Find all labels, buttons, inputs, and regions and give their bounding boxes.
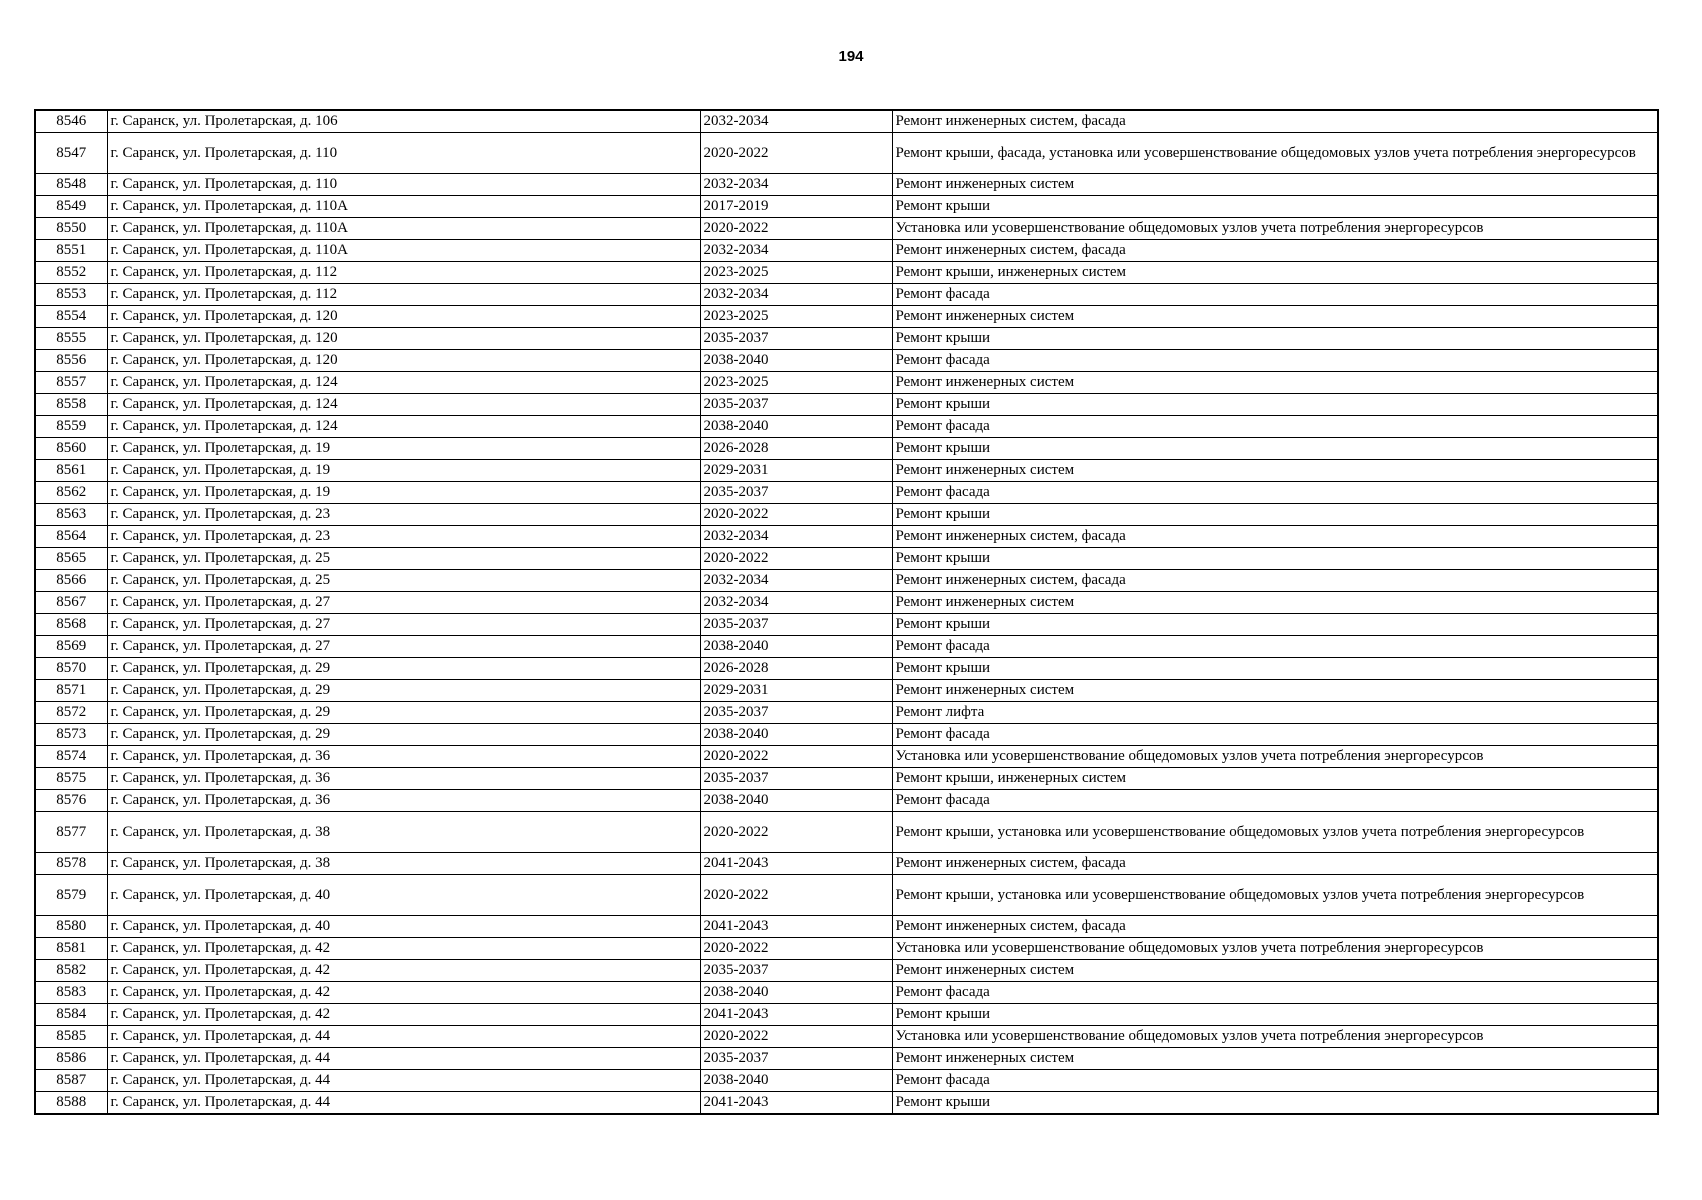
work-type-cell: Установка или усовершенствование общедомовых узлов учета потребления энергоресурсов	[892, 746, 1658, 768]
period-cell: 2035-2037	[700, 768, 892, 790]
address-cell: г. Саранск, ул. Пролетарская, д. 110А	[107, 196, 700, 218]
period-cell: 2020-2022	[700, 1026, 892, 1048]
table-row	[35, 768, 1658, 790]
row-number-cell: 8551	[35, 240, 107, 262]
row-number-cell: 8567	[35, 592, 107, 614]
address-cell: г. Саранск, ул. Пролетарская, д. 36	[107, 746, 700, 768]
table-row	[35, 614, 1658, 636]
work-type-cell: Ремонт крыши	[892, 614, 1658, 636]
table-row	[35, 350, 1658, 372]
work-type-cell: Ремонт инженерных систем, фасада	[892, 916, 1658, 938]
table-row	[35, 504, 1658, 526]
address-cell: г. Саранск, ул. Пролетарская, д. 29	[107, 724, 700, 746]
work-type-cell: Ремонт инженерных систем	[892, 306, 1658, 328]
row-number-cell: 8586	[35, 1048, 107, 1070]
row-number-cell: 8580	[35, 916, 107, 938]
table-row	[35, 218, 1658, 240]
row-number-cell: 8574	[35, 746, 107, 768]
row-number-cell: 8549	[35, 196, 107, 218]
period-cell: 2035-2037	[700, 702, 892, 724]
address-cell: г. Саранск, ул. Пролетарская, д. 44	[107, 1026, 700, 1048]
work-type-cell: Ремонт крыши, фасада, установка или усовершенствование общедомовых узлов учета потребления энергоресурсов	[892, 133, 1658, 174]
address-cell: г. Саранск, ул. Пролетарская, д. 25	[107, 548, 700, 570]
address-cell: г. Саранск, ул. Пролетарская, д. 44	[107, 1092, 700, 1115]
row-number-cell: 8559	[35, 416, 107, 438]
table-row	[35, 1026, 1658, 1048]
table-row	[35, 1048, 1658, 1070]
table-row	[35, 724, 1658, 746]
row-number-cell: 8555	[35, 328, 107, 350]
address-cell: г. Саранск, ул. Пролетарская, д. 42	[107, 960, 700, 982]
address-cell: г. Саранск, ул. Пролетарская, д. 40	[107, 916, 700, 938]
work-type-cell: Установка или усовершенствование общедомовых узлов учета потребления энергоресурсов	[892, 218, 1658, 240]
table-row	[35, 570, 1658, 592]
table-row	[35, 853, 1658, 875]
period-cell: 2032-2034	[700, 592, 892, 614]
row-number-cell: 8578	[35, 853, 107, 875]
row-number-cell: 8547	[35, 133, 107, 174]
work-type-cell: Ремонт инженерных систем	[892, 680, 1658, 702]
page-number: 194	[838, 48, 864, 65]
work-type-cell: Ремонт фасада	[892, 350, 1658, 372]
table-row	[35, 1092, 1658, 1115]
work-type-cell: Ремонт крыши	[892, 1092, 1658, 1115]
address-cell: г. Саранск, ул. Пролетарская, д. 29	[107, 680, 700, 702]
address-cell: г. Саранск, ул. Пролетарская, д. 42	[107, 938, 700, 960]
work-type-cell: Ремонт лифта	[892, 702, 1658, 724]
row-number-cell: 8585	[35, 1026, 107, 1048]
work-type-cell: Ремонт фасада	[892, 284, 1658, 306]
period-cell: 2017-2019	[700, 196, 892, 218]
table-row	[35, 284, 1658, 306]
row-number-cell: 8572	[35, 702, 107, 724]
work-type-cell: Ремонт инженерных систем, фасада	[892, 110, 1658, 133]
row-number-cell: 8568	[35, 614, 107, 636]
period-cell: 2038-2040	[700, 790, 892, 812]
row-number-cell: 8566	[35, 570, 107, 592]
table-row	[35, 196, 1658, 218]
address-cell: г. Саранск, ул. Пролетарская, д. 19	[107, 482, 700, 504]
row-number-cell: 8575	[35, 768, 107, 790]
period-cell: 2029-2031	[700, 680, 892, 702]
address-cell: г. Саранск, ул. Пролетарская, д. 112	[107, 284, 700, 306]
address-cell: г. Саранск, ул. Пролетарская, д. 110	[107, 133, 700, 174]
address-cell: г. Саранск, ул. Пролетарская, д. 38	[107, 853, 700, 875]
table-row	[35, 680, 1658, 702]
row-number-cell: 8554	[35, 306, 107, 328]
table-row	[35, 306, 1658, 328]
period-cell: 2035-2037	[700, 394, 892, 416]
work-type-cell: Ремонт крыши	[892, 438, 1658, 460]
row-number-cell: 8557	[35, 372, 107, 394]
table-row	[35, 548, 1658, 570]
work-type-cell: Ремонт крыши	[892, 1004, 1658, 1026]
table-row	[35, 592, 1658, 614]
table-row	[35, 372, 1658, 394]
table-row	[35, 702, 1658, 724]
work-type-cell: Ремонт фасада	[892, 790, 1658, 812]
period-cell: 2020-2022	[700, 875, 892, 916]
address-cell: г. Саранск, ул. Пролетарская, д. 38	[107, 812, 700, 853]
work-type-cell: Ремонт инженерных систем, фасада	[892, 853, 1658, 875]
row-number-cell: 8552	[35, 262, 107, 284]
row-number-cell: 8584	[35, 1004, 107, 1026]
table-row	[35, 526, 1658, 548]
period-cell: 2032-2034	[700, 526, 892, 548]
repair-schedule-table	[34, 109, 1659, 1115]
period-cell: 2020-2022	[700, 812, 892, 853]
period-cell: 2038-2040	[700, 724, 892, 746]
period-cell: 2035-2037	[700, 482, 892, 504]
work-type-cell: Ремонт фасада	[892, 982, 1658, 1004]
work-type-cell: Ремонт инженерных систем	[892, 174, 1658, 196]
work-type-cell: Ремонт крыши, установка или усовершенствование общедомовых узлов учета потребления энергоресурсов	[892, 875, 1658, 916]
row-number-cell: 8569	[35, 636, 107, 658]
work-type-cell: Ремонт инженерных систем	[892, 1048, 1658, 1070]
address-cell: г. Саранск, ул. Пролетарская, д. 29	[107, 702, 700, 724]
table-row	[35, 438, 1658, 460]
address-cell: г. Саранск, ул. Пролетарская, д. 36	[107, 790, 700, 812]
row-number-cell: 8583	[35, 982, 107, 1004]
work-type-cell: Ремонт крыши	[892, 658, 1658, 680]
table-row	[35, 790, 1658, 812]
work-type-cell: Ремонт крыши	[892, 504, 1658, 526]
address-cell: г. Саранск, ул. Пролетарская, д. 25	[107, 570, 700, 592]
table-row	[35, 938, 1658, 960]
period-cell: 2038-2040	[700, 350, 892, 372]
period-cell: 2041-2043	[700, 916, 892, 938]
address-cell: г. Саранск, ул. Пролетарская, д. 23	[107, 526, 700, 548]
period-cell: 2041-2043	[700, 1092, 892, 1115]
row-number-cell: 8579	[35, 875, 107, 916]
row-number-cell: 8588	[35, 1092, 107, 1115]
work-type-cell: Ремонт крыши	[892, 394, 1658, 416]
table-body	[35, 110, 1658, 1114]
address-cell: г. Саранск, ул. Пролетарская, д. 19	[107, 438, 700, 460]
address-cell: г. Саранск, ул. Пролетарская, д. 110А	[107, 240, 700, 262]
address-cell: г. Саранск, ул. Пролетарская, д. 42	[107, 982, 700, 1004]
table-row	[35, 746, 1658, 768]
period-cell: 2023-2025	[700, 306, 892, 328]
row-number-cell: 8577	[35, 812, 107, 853]
period-cell: 2041-2043	[700, 1004, 892, 1026]
address-cell: г. Саранск, ул. Пролетарская, д. 110	[107, 174, 700, 196]
row-number-cell: 8570	[35, 658, 107, 680]
work-type-cell: Ремонт фасада	[892, 416, 1658, 438]
work-type-cell: Ремонт инженерных систем	[892, 592, 1658, 614]
period-cell: 2020-2022	[700, 938, 892, 960]
table-row	[35, 240, 1658, 262]
period-cell: 2035-2037	[700, 960, 892, 982]
address-cell: г. Саранск, ул. Пролетарская, д. 42	[107, 1004, 700, 1026]
address-cell: г. Саранск, ул. Пролетарская, д. 120	[107, 306, 700, 328]
row-number-cell: 8564	[35, 526, 107, 548]
address-cell: г. Саранск, ул. Пролетарская, д. 36	[107, 768, 700, 790]
row-number-cell: 8562	[35, 482, 107, 504]
row-number-cell: 8573	[35, 724, 107, 746]
work-type-cell: Ремонт крыши	[892, 548, 1658, 570]
table-row	[35, 262, 1658, 284]
table-row	[35, 960, 1658, 982]
address-cell: г. Саранск, ул. Пролетарская, д. 120	[107, 350, 700, 372]
row-number-cell: 8582	[35, 960, 107, 982]
address-cell: г. Саранск, ул. Пролетарская, д. 27	[107, 636, 700, 658]
table-row	[35, 875, 1658, 916]
work-type-cell: Ремонт фасада	[892, 1070, 1658, 1092]
work-type-cell: Установка или усовершенствование общедомовых узлов учета потребления энергоресурсов	[892, 1026, 1658, 1048]
row-number-cell: 8561	[35, 460, 107, 482]
period-cell: 2023-2025	[700, 372, 892, 394]
address-cell: г. Саранск, ул. Пролетарская, д. 124	[107, 372, 700, 394]
row-number-cell: 8553	[35, 284, 107, 306]
row-number-cell: 8581	[35, 938, 107, 960]
period-cell: 2020-2022	[700, 133, 892, 174]
address-cell: г. Саранск, ул. Пролетарская, д. 27	[107, 592, 700, 614]
period-cell: 2032-2034	[700, 240, 892, 262]
period-cell: 2020-2022	[700, 548, 892, 570]
table-row	[35, 110, 1658, 133]
work-type-cell: Ремонт инженерных систем	[892, 960, 1658, 982]
period-cell: 2035-2037	[700, 328, 892, 350]
address-cell: г. Саранск, ул. Пролетарская, д. 23	[107, 504, 700, 526]
row-number-cell: 8548	[35, 174, 107, 196]
table-row	[35, 982, 1658, 1004]
period-cell: 2029-2031	[700, 460, 892, 482]
period-cell: 2032-2034	[700, 570, 892, 592]
address-cell: г. Саранск, ул. Пролетарская, д. 19	[107, 460, 700, 482]
period-cell: 2023-2025	[700, 262, 892, 284]
table-row	[35, 812, 1658, 853]
work-type-cell: Ремонт инженерных систем, фасада	[892, 240, 1658, 262]
period-cell: 2020-2022	[700, 218, 892, 240]
period-cell: 2032-2034	[700, 110, 892, 133]
row-number-cell: 8560	[35, 438, 107, 460]
period-cell: 2035-2037	[700, 614, 892, 636]
address-cell: г. Саранск, ул. Пролетарская, д. 112	[107, 262, 700, 284]
period-cell: 2032-2034	[700, 284, 892, 306]
row-number-cell: 8587	[35, 1070, 107, 1092]
table-row	[35, 482, 1658, 504]
address-cell: г. Саранск, ул. Пролетарская, д. 40	[107, 875, 700, 916]
row-number-cell: 8571	[35, 680, 107, 702]
period-cell: 2026-2028	[700, 658, 892, 680]
period-cell: 2032-2034	[700, 174, 892, 196]
row-number-cell: 8556	[35, 350, 107, 372]
address-cell: г. Саранск, ул. Пролетарская, д. 110А	[107, 218, 700, 240]
table-row	[35, 460, 1658, 482]
period-cell: 2038-2040	[700, 1070, 892, 1092]
period-cell: 2038-2040	[700, 982, 892, 1004]
address-cell: г. Саранск, ул. Пролетарская, д. 106	[107, 110, 700, 133]
row-number-cell: 8550	[35, 218, 107, 240]
work-type-cell: Ремонт инженерных систем	[892, 460, 1658, 482]
work-type-cell: Ремонт инженерных систем, фасада	[892, 526, 1658, 548]
address-cell: г. Саранск, ул. Пролетарская, д. 124	[107, 394, 700, 416]
period-cell: 2020-2022	[700, 504, 892, 526]
period-cell: 2020-2022	[700, 746, 892, 768]
table-row	[35, 394, 1658, 416]
period-cell: 2035-2037	[700, 1048, 892, 1070]
period-cell: 2038-2040	[700, 416, 892, 438]
table-row	[35, 1004, 1658, 1026]
table-row	[35, 174, 1658, 196]
row-number-cell: 8565	[35, 548, 107, 570]
work-type-cell: Ремонт крыши	[892, 196, 1658, 218]
table-row	[35, 416, 1658, 438]
period-cell: 2026-2028	[700, 438, 892, 460]
address-cell: г. Саранск, ул. Пролетарская, д. 120	[107, 328, 700, 350]
address-cell: г. Саранск, ул. Пролетарская, д. 124	[107, 416, 700, 438]
address-cell: г. Саранск, ул. Пролетарская, д. 44	[107, 1070, 700, 1092]
work-type-cell: Установка или усовершенствование общедомовых узлов учета потребления энергоресурсов	[892, 938, 1658, 960]
table-row	[35, 658, 1658, 680]
table-row	[35, 328, 1658, 350]
work-type-cell: Ремонт инженерных систем	[892, 372, 1658, 394]
work-type-cell: Ремонт крыши, инженерных систем	[892, 768, 1658, 790]
period-cell: 2038-2040	[700, 636, 892, 658]
work-type-cell: Ремонт фасада	[892, 724, 1658, 746]
work-type-cell: Ремонт крыши, установка или усовершенствование общедомовых узлов учета потребления энергоресурсов	[892, 812, 1658, 853]
address-cell: г. Саранск, ул. Пролетарская, д. 44	[107, 1048, 700, 1070]
row-number-cell: 8576	[35, 790, 107, 812]
work-type-cell: Ремонт инженерных систем, фасада	[892, 570, 1658, 592]
work-type-cell: Ремонт фасада	[892, 482, 1658, 504]
address-cell: г. Саранск, ул. Пролетарская, д. 27	[107, 614, 700, 636]
work-type-cell: Ремонт крыши	[892, 328, 1658, 350]
work-type-cell: Ремонт фасада	[892, 636, 1658, 658]
table-row	[35, 133, 1658, 174]
table-row	[35, 916, 1658, 938]
row-number-cell: 8558	[35, 394, 107, 416]
address-cell: г. Саранск, ул. Пролетарская, д. 29	[107, 658, 700, 680]
row-number-cell: 8563	[35, 504, 107, 526]
work-type-cell: Ремонт крыши, инженерных систем	[892, 262, 1658, 284]
table-row	[35, 1070, 1658, 1092]
row-number-cell: 8546	[35, 110, 107, 133]
period-cell: 2041-2043	[700, 853, 892, 875]
table-row	[35, 636, 1658, 658]
